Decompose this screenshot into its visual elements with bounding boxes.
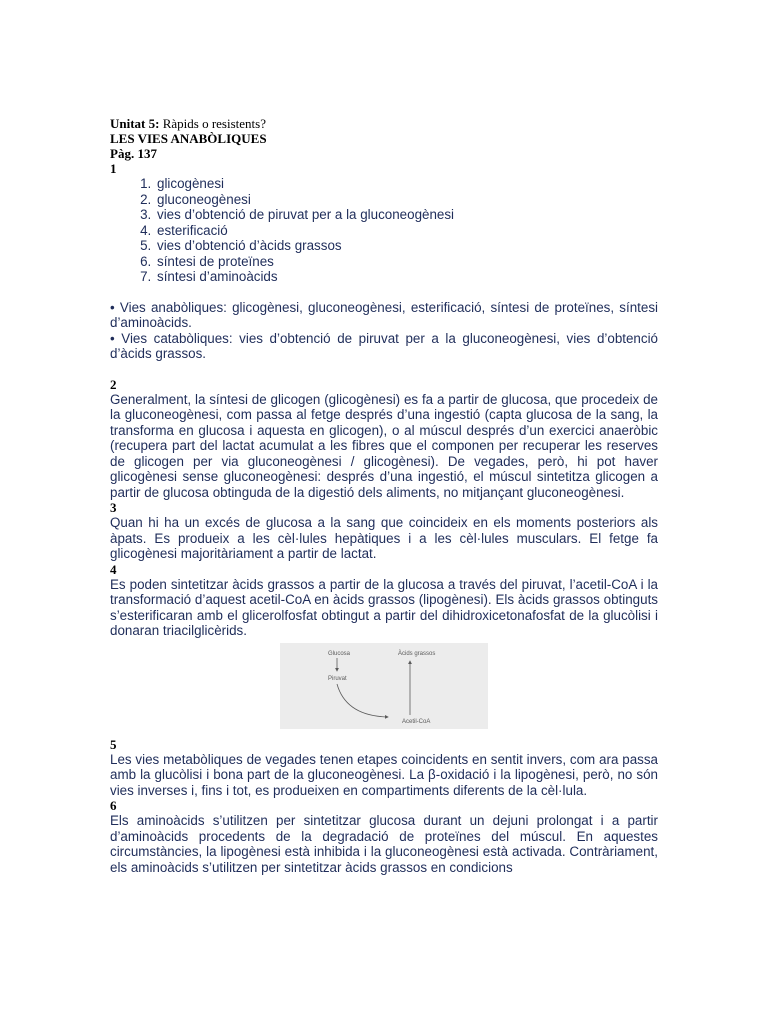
question-1-number: 1 (110, 161, 117, 176)
unit-title: Ràpids o resistents? (159, 116, 266, 131)
unit-label: Unitat 5: (110, 116, 160, 131)
list-item: 7. síntesi d’aminoàcids (155, 269, 658, 285)
piruvat-label: Piruvat (328, 675, 347, 682)
glucosa-label: Glucosa (328, 650, 351, 657)
question-2-text: Generalment, la síntesi de glicogen (glicogènesi) es fa a partir de glucosa, que procedeix de la gluconeogènesi, com passa al fetge després d’una ingestió (capta glucosa de la sang, la transforma en glucosa i aquesta en glicogen), o al múscul després d’un exercici anaeròbic (recupera part del lactat acumulat a les fibres que el componen per recuperar les reserves de glicogen per via gluconeogènesi / glicogènesi). De vegades, però, hi pot haver glicogènesi sense gluconeogènesi: després d’una ingestió, el múscul sintetitza glicogen a partir de glucosa obtinguda de la digestió dels aliments, no mitjançant gluconeogènesi. (110, 391, 658, 500)
question-3-number: 3 (110, 500, 117, 515)
fatty-acid-synthesis-diagram (280, 643, 488, 729)
list-item: 5. vies d’obtenció d’àcids grassos (155, 238, 658, 254)
list-item: 4. esterificació (155, 223, 658, 239)
page-reference: Pàg. 137 (110, 146, 157, 161)
pyruvate-to-acetylcoa-arrow (337, 684, 388, 717)
list-item: 2. gluconeogènesi (155, 192, 658, 208)
question-5-number: 5 (110, 736, 117, 752)
question-4-number: 4 (110, 561, 117, 577)
acids-grassos-label: Àcids grassos (398, 650, 436, 657)
question-5-text: Les vies metabòliques de vegades tenen etapes coincidents en sentit invers, com ara passa amb la glucòlisi i bona part de la gluconeogènesi. La β-oxidació i la lipogènesi, però, no són vies inverses i, fins i tot, es produeixen en compartiments diferents de la cèl·lula. (110, 751, 658, 798)
question-3-text: Quan hi ha un excés de glucosa a la sang que coincideix en els moments posteriors als àpats. Es produeix a les cèl·lules hepàtiques i a les cèl·lules musculars. El fetge fa glicogènesi majoritàriament a partir de lactat. (110, 515, 658, 561)
question-6-text: Els aminoàcids s’utilitzen per sintetitzar glucosa durant un dejuni prolongat i a partir d’aminoàcids procedents de la degradació de proteïnes del múscul. En aquestes circumstàncies, la lipogènesi està inhibida i la gluconeogènesi està activada. Contràriament, els aminoàcids s’utilitzen per sintetitzar àcids grassos en condicions (110, 813, 658, 875)
question-1-list (110, 176, 658, 285)
acetil-coa-label: Acetil-CoA (402, 718, 431, 725)
list-item: 6. síntesi de proteïnes (155, 254, 658, 270)
section-title: LES VIES ANABÒLIQUES (110, 131, 267, 146)
question-2-number: 2 (110, 376, 117, 392)
unit-heading (110, 116, 658, 131)
anabolic-pathways: • Vies anabòliques: glicogènesi, gluconeogènesi, esterificació, síntesi de proteïnes, síntesi d’aminoàcids. (110, 299, 658, 330)
list-item: 3. vies d’obtenció de piruvat per a la gluconeogènesi (155, 207, 658, 223)
question-4-text: Es poden sintetitzar àcids grassos a partir de la glucosa a través del piruvat, l’acetil-CoA i la transformació d’aquest acetil-CoA en àcids grassos (lipogènesi). Els àcids grassos obtinguts s’esterificaran amb el glicerolfosfat obtingut a partir del dihidroxicetonafosfat de la glucòlisi i donaran triacilglicèrids. (110, 576, 658, 638)
document-page (110, 116, 658, 875)
question-6-number: 6 (110, 798, 117, 813)
list-item: 1. glicogènesi (155, 176, 658, 192)
catabolic-pathways: • Vies catabòliques: vies d’obtenció de piruvat per a la gluconeogènesi, vies d’obtenció d’àcids grassos. (110, 330, 658, 361)
